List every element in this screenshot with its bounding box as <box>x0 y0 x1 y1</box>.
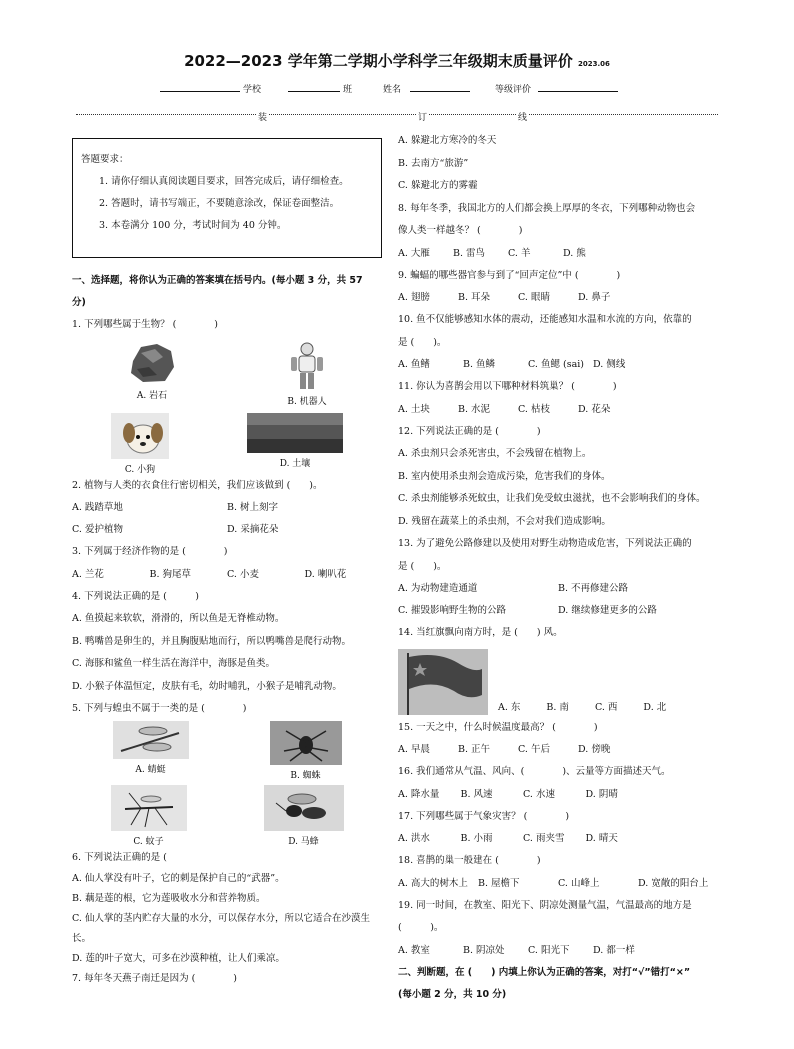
q11-option-b[interactable]: B. 水泥 <box>458 403 491 415</box>
q2-option-d[interactable]: D. 采摘花朵 <box>227 524 279 535</box>
q17-option-c[interactable]: C. 雨夹雪 <box>523 833 565 844</box>
q11-options <box>398 399 638 421</box>
q17-option-b[interactable]: B. 小雨 <box>460 833 493 844</box>
dragonfly-icon <box>113 721 189 759</box>
q1-option-d[interactable] <box>247 413 343 469</box>
q7-option-a[interactable]: A. 躲避北方寒冷的冬天 <box>398 135 497 146</box>
q10-options <box>398 354 658 376</box>
q18-option-c[interactable]: C. 山峰上 <box>558 877 600 889</box>
left-column <box>72 130 382 989</box>
q13-text-cont: 是 ( )。 <box>398 560 447 572</box>
q16-options <box>398 784 648 806</box>
wasp-icon <box>264 785 344 831</box>
q17-option-a[interactable]: A. 洪水 <box>398 833 430 844</box>
q1-option-c[interactable] <box>111 413 169 475</box>
q16-option-a[interactable]: A. 降水量 <box>398 788 440 800</box>
q12-option-c[interactable]: C. 杀虫剂能够杀死蚊虫，让我们免受蚊虫滋扰，也不会影响我们的身体。 <box>398 493 706 504</box>
q19-options <box>398 940 658 962</box>
q8-option-d[interactable]: D. 熊 <box>563 247 586 259</box>
name-blank[interactable] <box>410 82 470 92</box>
section2-title: 二、判断题，在 ( ) 内填上你认为正确的答案，对打“√”错打“×” <box>398 966 691 978</box>
q13-options-row2 <box>398 600 718 622</box>
q4-option-c[interactable]: C. 海豚和鲨鱼一样生活在海洋中，海豚是鱼类。 <box>72 658 275 669</box>
q9-option-d[interactable]: D. 鼻子 <box>578 292 611 303</box>
school-label: 学校 <box>243 85 262 95</box>
q10-option-c[interactable]: C. 鱼鳃 (sai) <box>528 359 584 370</box>
q8-option-c[interactable]: C. 羊 <box>508 247 531 259</box>
instruction-item: 1. 请你仔细认真阅读题目要求，回答完成后，请仔细检查。 <box>99 176 349 187</box>
section2-title-cont: (每小题 2 分，共 10 分) <box>398 988 507 1000</box>
right-column <box>398 130 718 1006</box>
binding-xian: 线 <box>516 110 529 123</box>
q16-option-b[interactable]: B. 风速 <box>460 788 493 800</box>
q10-option-d[interactable]: D. 侧线 <box>593 359 626 370</box>
q14-option-a[interactable]: A. 东 <box>498 701 521 713</box>
q2-text: 2. 植物与人类的衣食住行密切相关，我们应该做到 ( )。 <box>72 479 323 491</box>
q18-option-d[interactable]: D. 宽敞的阳台上 <box>638 877 709 889</box>
q5-d-label: D. 马蜂 <box>288 836 319 847</box>
binding-line <box>76 110 718 122</box>
q1-option-a[interactable] <box>127 341 177 401</box>
q8-text: 8. 每年冬季，我国北方的人们都会换上厚厚的冬衣，下列哪种动物也会 <box>398 202 696 214</box>
q2-option-b[interactable]: B. 树上刻字 <box>227 502 279 513</box>
class-blank[interactable] <box>288 82 340 92</box>
q3-text: 3. 下列属于经济作物的是 ( ) <box>72 546 228 557</box>
q13-option-d[interactable]: D. 继续修建更多的公路 <box>558 605 657 616</box>
dog-icon <box>111 413 169 459</box>
q4-option-a[interactable]: A. 鱼摸起来软软，滑滑的，所以鱼是无脊椎动物。 <box>72 613 285 624</box>
q12-option-b[interactable]: B. 室内使用杀虫剂会造成污染，危害我们的身体。 <box>398 470 611 482</box>
q17-options <box>398 828 648 850</box>
rock-icon <box>127 341 177 385</box>
q5-images-row2 <box>72 785 382 847</box>
q11-text: 11. 你认为喜鹊会用以下哪种材料筑巢？ ( ) <box>398 381 617 392</box>
q3-option-d[interactable]: D. 喇叭花 <box>304 568 347 580</box>
q7-text: 7. 每年冬天燕子南迁是因为 ( ) <box>72 973 238 984</box>
q7-option-c[interactable]: C. 躲避北方的雾霾 <box>398 180 478 191</box>
q14-flag-row <box>398 649 718 715</box>
q8-option-a[interactable]: A. 大雁 <box>398 247 430 259</box>
q17-text: 17. 下列哪些属于气象灾害？ ( ) <box>398 810 570 822</box>
red-flag-icon <box>398 649 488 715</box>
q13-option-c[interactable]: C. 摧毁影响野生物的公路 <box>398 605 506 616</box>
q1-b-label: B. 机器人 <box>287 396 327 407</box>
q18-options <box>398 873 718 895</box>
q2-options <box>72 497 382 519</box>
q13-option-b[interactable]: B. 不再修建公路 <box>558 583 629 594</box>
q10-option-b[interactable]: B. 鱼鳞 <box>463 359 496 370</box>
q1-d-label: D. 土壤 <box>279 458 311 469</box>
q19-option-b[interactable]: B. 阴凉处 <box>463 944 505 956</box>
q5-a-label: A. 蜻蜓 <box>135 764 166 775</box>
q9-text: 9. 蝙蝠的哪些器官参与到了“回声定位”中 ( ) <box>398 269 621 281</box>
instructions-box <box>72 138 382 258</box>
robot-icon <box>287 341 327 391</box>
q5-text: 5. 下列与蝗虫不属于一类的是 ( ) <box>72 703 247 714</box>
q15-option-d[interactable]: D. 傍晚 <box>578 744 611 755</box>
q5-option-b[interactable] <box>270 721 342 781</box>
q18-option-a[interactable]: A. 高大的树木上 <box>398 877 468 889</box>
exam-title-text: 2022—2023 学年第二学期小学科学三年级期末质量评价 <box>184 52 573 70</box>
q5-b-label: B. 蜘蛛 <box>290 770 321 781</box>
q11-option-c[interactable]: C. 枯枝 <box>518 403 550 415</box>
q14-option-b[interactable]: B. 南 <box>546 701 569 713</box>
exam-date: 2023.06 <box>578 60 610 68</box>
exam-title <box>0 50 794 71</box>
q12-option-d[interactable]: D. 残留在蔬菜上的杀虫剂，不会对我们造成影响。 <box>398 515 611 527</box>
q5-c-label: C. 蚊子 <box>133 836 164 847</box>
q8-option-b[interactable]: B. 雷鸟 <box>453 247 486 259</box>
q4-text: 4. 下列说法正确的是 ( ) <box>72 590 200 602</box>
q1-images <box>72 341 382 407</box>
mosquito-icon <box>111 785 187 831</box>
q19-option-c[interactable]: C. 阳光下 <box>528 944 570 956</box>
q10-text-cont: 是 ( )。 <box>398 336 447 348</box>
q2-options-row2 <box>72 519 382 541</box>
q10-text: 10. 鱼不仅能够感知水体的震动，还能感知水温和水流的方向，依靠的 <box>398 314 692 325</box>
q14-option-c[interactable]: C. 西 <box>594 701 618 713</box>
grade-blank[interactable] <box>538 82 618 92</box>
grade-label: 等级评价 <box>495 85 532 95</box>
q19-option-a[interactable]: A. 教室 <box>398 944 430 956</box>
q3-option-a[interactable]: A. 兰花 <box>72 568 104 580</box>
binding-zhuang: 装 <box>256 110 269 123</box>
name-label: 姓名 <box>383 85 402 95</box>
school-blank[interactable] <box>160 82 240 92</box>
instructions-title: 答题要求： <box>81 154 129 165</box>
q16-text: 16. 我们通常从气温、风向、( )、云量等方面描述天气。 <box>398 766 671 777</box>
q10-option-a[interactable]: A. 鱼鳍 <box>398 359 430 370</box>
spider-icon <box>270 721 342 765</box>
q6-option-c[interactable]: C. 仙人掌的茎内贮存大量的水分，可以保存水分，所以它适合在沙漠生长。 <box>72 913 370 944</box>
soil-icon <box>247 413 343 453</box>
q6-option-a[interactable]: A. 仙人掌没有叶子，它的刺是保护自己的“武器”。 <box>72 873 285 884</box>
q12-option-a[interactable]: A. 杀虫剂只会杀死害虫，不会残留在植物上。 <box>398 448 592 459</box>
section1-title: 一、选择题，将你认为正确的答案填在括号内。(每小题 3 分，共 57 <box>72 275 363 286</box>
q15-option-a[interactable]: A. 早晨 <box>398 744 430 755</box>
q14-options <box>498 699 666 715</box>
q13-option-a[interactable]: A. 为动物建造通道 <box>398 583 478 594</box>
instruction-item: 3. 本卷满分 100 分，考试时间为 40 分钟。 <box>99 220 287 231</box>
q1-option-b[interactable] <box>287 341 327 407</box>
q19-text-cont: ( )。 <box>398 922 444 933</box>
q4-option-b[interactable]: B. 鸭嘴兽是卵生的，并且胸腹贴地而行，所以鸭嘴兽是爬行动物。 <box>72 635 352 647</box>
q9-options <box>398 287 638 309</box>
q8-options <box>398 243 618 265</box>
q1-c-label: C. 小狗 <box>124 464 156 475</box>
q1-a-label: A. 岩石 <box>136 390 168 401</box>
q3-option-b[interactable]: B. 狗尾草 <box>149 568 192 580</box>
q11-option-d[interactable]: D. 花朵 <box>578 403 611 415</box>
q3-option-c[interactable]: C. 小麦 <box>227 568 259 580</box>
q8-text-cont: 像人类一样越冬？ ( ) <box>398 225 523 236</box>
q16-option-c[interactable]: C. 水速 <box>523 788 555 800</box>
binding-ding: 订 <box>416 110 429 123</box>
q6-option-b[interactable]: B. 藕是莲的根，它为莲吸收水分和营养物质。 <box>72 893 266 904</box>
q11-option-a[interactable]: A. 土块 <box>398 403 430 415</box>
q6-text: 6. 下列说法正确的是 ( <box>72 851 167 863</box>
q6-option-d[interactable]: D. 莲的叶子宽大，可多在沙漠种植，让人们乘凉。 <box>72 953 285 964</box>
q15-option-b[interactable]: B. 正午 <box>458 744 491 755</box>
q15-option-c[interactable]: C. 午后 <box>518 744 550 755</box>
q13-options <box>398 578 718 600</box>
q9-option-c[interactable]: C. 眼睛 <box>518 292 550 303</box>
q17-option-d[interactable]: D. 晴天 <box>585 833 618 844</box>
q15-options <box>398 739 638 761</box>
q15-text: 15. 一天之中，什么时候温度最高？ ( ) <box>398 721 598 733</box>
q5-option-a[interactable] <box>113 721 189 775</box>
q3-options <box>72 564 382 586</box>
q18-option-b[interactable]: B. 屋檐下 <box>478 877 520 889</box>
q19-text: 19. 同一时间，在教室、阳光下、阴凉处测量气温，气温最高的地方是 <box>398 899 692 911</box>
class-label: 班 <box>343 85 353 95</box>
q4-option-d[interactable]: D. 小猴子体温恒定，皮肤有毛，幼时哺乳，小猴子是哺乳动物。 <box>72 680 342 692</box>
q12-text: 12. 下列说法正确的是 ( ) <box>398 425 541 437</box>
q5-option-d[interactable] <box>264 785 344 847</box>
q14-option-d[interactable]: D. 北 <box>643 701 667 713</box>
q9-option-b[interactable]: B. 耳朵 <box>458 292 491 303</box>
q19-option-d[interactable]: D. 都一样 <box>593 944 635 956</box>
q7-option-b[interactable]: B. 去南方“旅游” <box>398 157 469 169</box>
q14-text: 14. 当红旗飘向南方时，是 ( ) 风。 <box>398 627 563 638</box>
instruction-item: 2. 答题时，请书写端正，不要随意涂改，保证卷面整洁。 <box>99 198 340 209</box>
q2-option-c[interactable]: C. 爱护植物 <box>72 524 123 535</box>
q2-option-a[interactable]: A. 践踏草地 <box>72 502 123 513</box>
q1-text: 1. 下列哪些属于生物？ ( ) <box>72 319 219 330</box>
q18-text: 18. 喜鹊的巢一般建在 ( ) <box>398 855 541 866</box>
q5-images <box>72 721 382 781</box>
q1-images-row2 <box>72 413 382 475</box>
section1-title-cont: 分) <box>72 297 86 308</box>
q9-option-a[interactable]: A. 翅膀 <box>398 292 430 303</box>
q5-option-c[interactable] <box>111 785 187 847</box>
q16-option-d[interactable]: D. 阴晴 <box>585 788 618 800</box>
q13-text: 13. 为了避免公路修建以及使用对野生动物造成危害，下列说法正确的 <box>398 538 692 549</box>
